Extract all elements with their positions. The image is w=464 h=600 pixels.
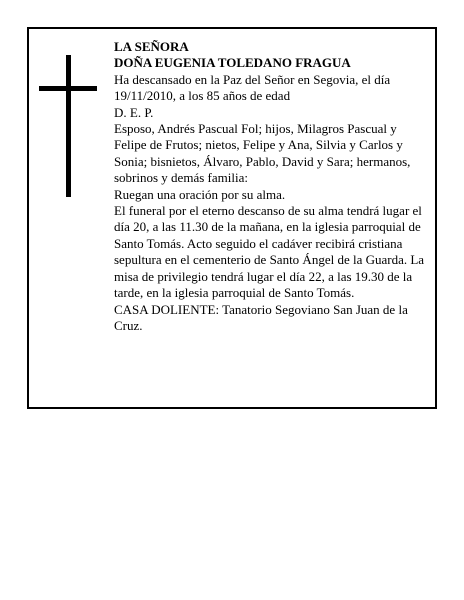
rip-line: D. E. P. xyxy=(114,104,154,120)
mourning-house: CASA DOLIENTE: Tanatorio Segoviano San Juan de la Cruz. xyxy=(114,301,408,333)
deceased-name: DOÑA EUGENIA TOLEDANO FRAGUA xyxy=(114,55,351,71)
cross-icon xyxy=(39,55,97,197)
prayer-request: Ruegan una oración por su alma. xyxy=(114,186,286,202)
notice-text xyxy=(114,39,426,334)
family-list: Esposo, Andrés Pascual Fol; hijos, Milagros Pascual y Felipe de Frutos; nietos, Felipe y Ana, Silvia y Carlos y Sonia; bisnietos, Álvaro, Pablo, David y Sara; hermanos, sobrinos y demás familia: xyxy=(114,121,411,186)
obituary-notice xyxy=(27,27,437,409)
cross-vertical-bar xyxy=(66,55,71,197)
cross-horizontal-bar xyxy=(39,86,97,91)
notice-title: LA SEÑORA xyxy=(114,39,189,54)
funeral-details: El funeral por el eterno descanso de su alma tendrá lugar el día 20, a las 11.30 de la mañana, en la iglesia parroquial de Santo Tomás. Acto seguido el cadáver recibirá cristiana sepultura en el cementerio de Santo Ángel de la Guarda. La misa de privilegio tendrá lugar el día 22, a las 19.30 de la tarde, en la iglesia parroquial de Santo Tomás. xyxy=(114,203,425,301)
death-statement: Ha descansado en la Paz del Señor en Segovia, el día 19/11/2010, a los 85 años de edad xyxy=(114,71,391,104)
